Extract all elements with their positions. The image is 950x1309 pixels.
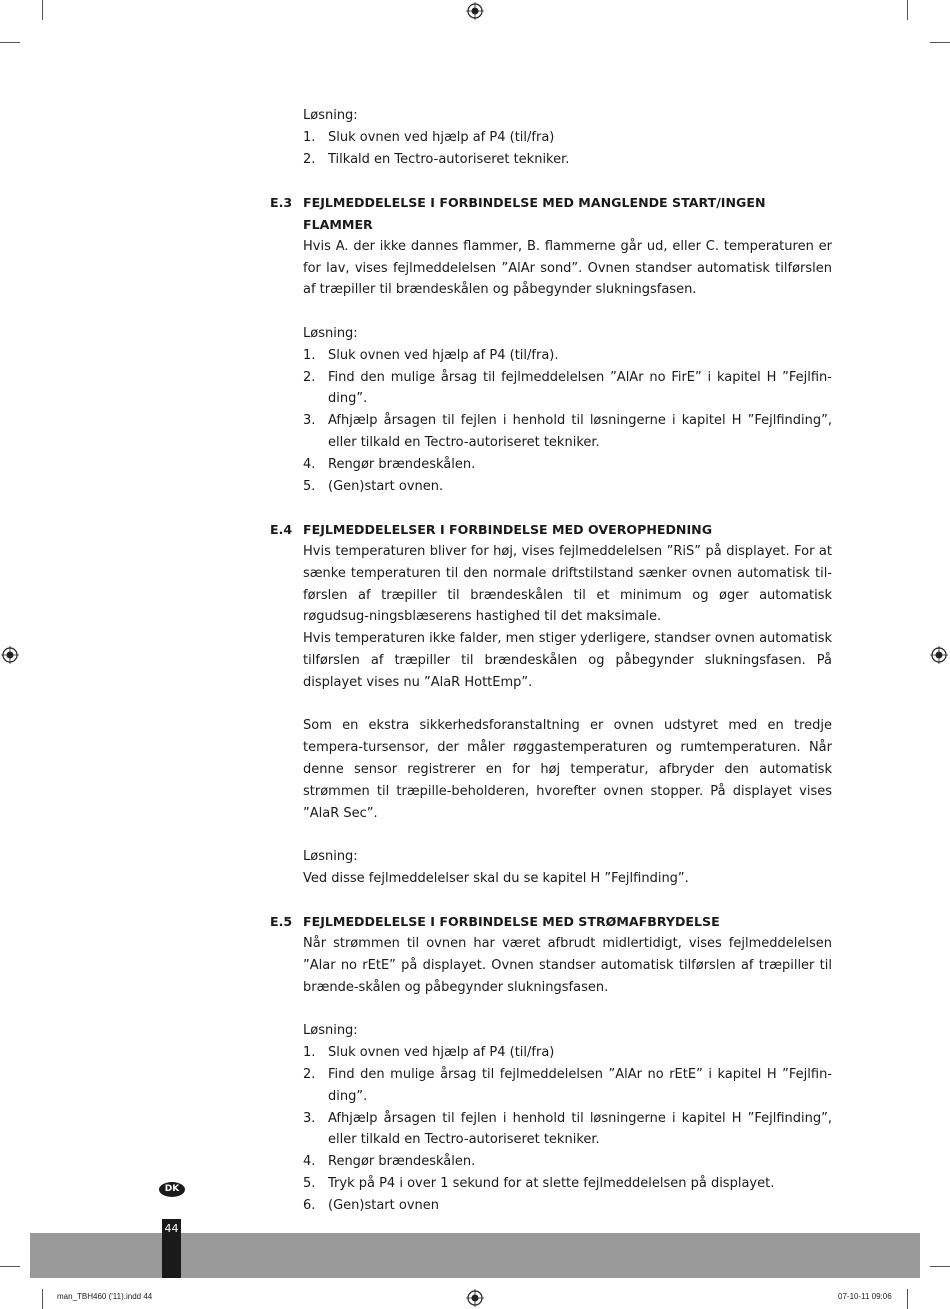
list-number: 4. [303,456,316,472]
solution-label: Løsning: [303,1023,358,1039]
section-body: Hvis A. der ikke dannes flammer, B. flammerne går ud, eller C. temperaturen er for lav, vises fejlmeddelelsen ”AlAr sond”. Ovnen standser automatisk tilførslen af træpiller til brændeskålen og påbegynder slukningsfasen. [303,238,832,298]
list-item [303,345,832,367]
section-body: Hvis temperaturen bliver for høj, vises fejlmeddelelsen ”RiS” på displayet. For at sænke temperaturen til den normale driftstilstand sænker ovnen automatisk til-førslen af træpiller til brændeskålen til et minimum og øger automatisk røgudsug-ningsblæserens hastighed til det maksimale. [303,543,832,625]
solution-list [303,127,832,171]
section-body: Som en ekstra sikkerhedsforanstaltning er ovnen udstyret med en tredje tempera-tursensor, der måler røggastemperaturen og rumtemperaturen. Når denne sensor registrerer en for høj temperatur, afbryder den automatisk strømmen til træpille-beholderen, hvorefter ovnen stopper. På displayet vises ”AlaR Sec”. [303,718,832,821]
section-title: FEJLMEDDELELSE I FORBINDELSE MED STRØMAFBRYDELSE [303,914,720,930]
registration-mark-icon [1,646,19,664]
list-item [303,127,832,149]
list-number: 2. [303,369,316,385]
section-e4 [270,519,832,890]
slug-filename: man_TBH460 ('11).indd 44 [57,1292,153,1301]
list-text: Tryk på P4 i over 1 sekund for at slette fejlmeddelelsen på displayet. [328,1176,775,1192]
language-badge: DK [159,1182,185,1197]
solution-label: Løsning: [303,108,358,123]
list-number: 1. [303,1045,316,1061]
registration-mark-icon [466,1289,484,1307]
crop-mark [0,1266,20,1267]
list-item [303,1173,832,1195]
section-body: Hvis temperaturen ikke falder, men stiger yderligere, standser ovnen automatisk tilførslen af træpiller til brændeskålen og påbegynder slukningsfasen. På displayet vises nu ”AlaR HottEmp”. [303,631,832,690]
list-number: 3. [303,1110,316,1126]
crop-mark [42,1289,43,1309]
list-text: Afhjælp årsagen til fejlen i henhold til løsningerne i kapitel H ”Fejlfinding”, eller tilkald en Tectro-autoriseret tekniker. [328,413,832,450]
registration-mark-icon [930,646,948,664]
list-item [303,410,832,454]
list-text: Sluk ovnen ved hjælp af P4 (til/fra). [328,347,559,363]
list-number: 4. [303,1154,316,1170]
section-heading [270,911,832,933]
list-text: Find den mulige årsag til fejlmeddelelsen ”AlAr no FirE” i kapitel H ”Fejlfin-ding”. [328,369,832,407]
section-title: FEJLMEDDELELSER I FORBINDELSE MED OVEROPHEDNING [303,522,713,538]
page-number: 44 [162,1219,181,1278]
list-item [303,1042,832,1064]
list-number: 3. [303,413,316,429]
list-number: 6. [303,1197,316,1213]
list-text: Sluk ovnen ved hjælp af P4 (til/fra) [328,129,555,145]
list-item [303,454,832,476]
list-item [303,1151,832,1173]
section-e5 [270,911,832,1216]
list-item [303,1195,832,1217]
solution-list [303,345,832,498]
list-number: 1. [303,129,316,145]
list-text: Rengør brændeskålen. [328,1154,476,1170]
list-text: Afhjælp årsagen til fejlen i henhold til løsningerne i kapitel H ”Fejlfinding”, eller tilkald en Tectro-autoriseret tekniker. [328,1110,832,1148]
list-number: 1. [303,347,316,363]
crop-mark [42,0,43,20]
crop-mark [0,42,20,43]
crop-mark [907,0,908,20]
list-text: (Gen)start ovnen. [328,478,444,494]
list-item [303,149,832,171]
section-code: E.3 [270,195,293,211]
section-e3 [270,192,832,497]
slug-timestamp: 07-10-11 09:06 [838,1292,892,1301]
list-number: 2. [303,1067,316,1083]
list-item [303,1108,832,1152]
list-number: 5. [303,478,316,494]
solution-list [303,1042,832,1216]
section-code: E.4 [270,522,293,538]
intro-solution [270,105,832,170]
registration-mark-icon [466,2,484,20]
list-text: Tilkald en Tectro-autoriseret tekniker. [328,151,570,167]
crop-mark [930,42,950,43]
section-heading [270,519,832,541]
solution-text: Ved disse fejlmeddelelser skal du se kapitel H ”Fejlfinding”. [303,870,689,886]
crop-mark [930,1266,950,1267]
page-content [270,105,832,1217]
list-text: Rengør brændeskålen. [328,456,476,472]
solution-label: Løsning: [303,849,358,865]
list-text: Find den mulige årsag til fejlmeddelelsen ”AlAr no rEtE” i kapitel H ”Fejlfin-ding”. [328,1067,832,1104]
list-text: (Gen)start ovnen [328,1197,439,1213]
section-heading [270,192,832,236]
list-item [303,1064,832,1108]
solution-label: Løsning: [303,325,358,341]
section-title: FEJLMEDDELELSE I FORBINDELSE MED MANGLENDE START/INGEN FLAMMER [303,195,766,232]
section-body: Når strømmen til ovnen har været afbrudt midlertidigt, vises fejlmeddelelsen ”Alar no rEtE” på displayet. Ovnen standser automatisk tilførslen af træpiller til brænde-skålen og påbegynder slukningsfasen. [303,936,832,995]
list-number: 2. [303,151,316,167]
section-code: E.5 [270,914,293,930]
list-item [303,476,832,498]
list-text: Sluk ovnen ved hjælp af P4 (til/fra) [328,1045,555,1061]
crop-mark [907,1289,908,1309]
list-number: 5. [303,1176,316,1192]
list-item [303,367,832,411]
